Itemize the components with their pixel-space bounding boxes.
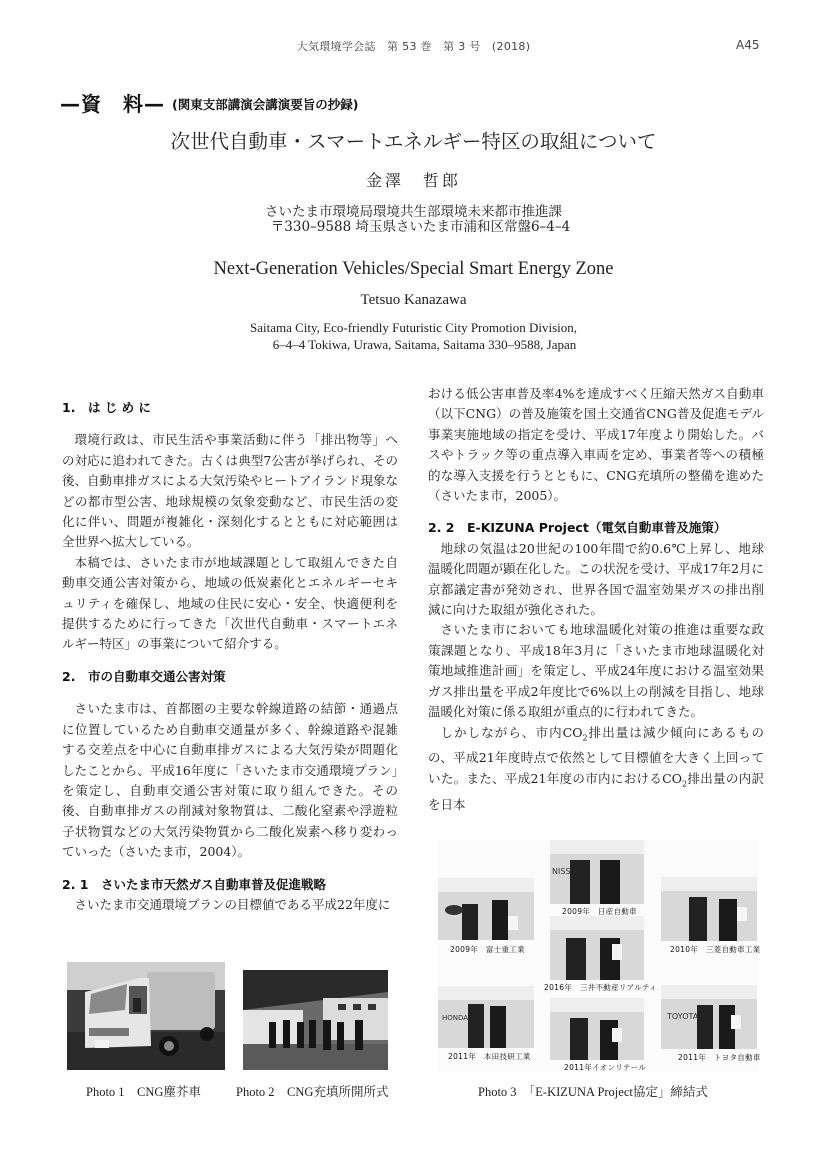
paragraph: 環境行政は、市民生活や事業活動に伴う「排出物等」への対応に追われてきた。古くは典型7公害が挙げられ、その後、自動車排ガスによる大気汚染やヒートアイランド現象などの都市型公害、地球規模の気象変動など、市民生活の変化に伴い、問題が複雑化・深刻化するとともに対応範囲は全世界へ拡大している。 [62, 432, 398, 550]
collage-photo-mitsui [550, 916, 644, 980]
section-heading-1: 1. は じ め に [62, 400, 152, 415]
collage-label: 2009年 富士重工業 [450, 945, 525, 954]
left-column [62, 398, 398, 915]
section-label: —資 料— [60, 92, 165, 116]
photo-cng-garbage-truck [67, 962, 225, 1070]
paragraph: さいたま市交通環境プランの目標値である平成22年度に [74, 896, 391, 912]
author-name-en: Tetsuo Kanazawa [360, 292, 467, 308]
collage-label: 2011年イオンリテール [564, 1063, 647, 1072]
svg-text:HONDA: HONDA [442, 1014, 469, 1022]
section-heading-2-1: 2. 1 さいたま市天然ガス自動車普及促進戦略 [62, 876, 326, 892]
collage-label: 2016年 三井不動産リアルティ [544, 983, 657, 992]
text-run: 排出量の内訳を日本 [428, 770, 764, 812]
text-run: 排出量は減少傾向にあるものの、平成21年度時点で依然として目標値を大きく上回っていた。また、平成21年度の市内におけるCO [428, 724, 764, 786]
affiliation-ja-line: さいたま市環境局環境共生部環境未来都市推進課 [265, 204, 562, 220]
author-name-ja: 金澤 哲郎 [365, 171, 461, 190]
section-heading-2-2: 2. 2 E-KIZUNA Project（電気自動車普及施策） [428, 520, 727, 536]
right-column [428, 384, 764, 815]
affiliation-en-address: 6–4–4 Tokiwa, Urawa, Saitama, Saitama 330–9588, Japan [272, 337, 577, 352]
subscript: 2 [681, 779, 688, 789]
collage-photo-nissan [550, 840, 644, 904]
affiliation-ja-address: 〒330–9588 埼玉県さいたま市浦和区常盤6–4–4 [270, 219, 571, 235]
paragraph: さいたま市においても地球温暖化対策の推進は重要な政策課題となり、平成18年3月に「さいたま市地球温暖化対策地域推進計画」を策定し、平成24年度における温室効果ガス排出量を平成2年度比で6%以上の削減を目指し、地球温暖化対策に係る取組が重点的に行われてきた。 [428, 622, 764, 720]
collage-photo-toyota [661, 985, 757, 1049]
paragraph: 地球の気温は20世紀の100年間で約0.6℃上昇し、地球温暖化問題が顕在化した。この状況を受け、平成17年2月に京都議定書が発効され、世界各国で温室効果ガスの排出削減に向けた取組が強化された。 [428, 540, 764, 618]
photo1-caption: Photo 1 CNG塵芥車 [86, 1085, 201, 1099]
section-subtitle: (関東支部講演会講演要旨の抄録) [172, 97, 359, 112]
article-title-ja: 次世代自動車・スマートエネルギー特区の取組について [170, 130, 657, 153]
collage-label: 2010年 三菱自動車工業 [670, 945, 761, 954]
collage-label: 2009年 日産自動車 [562, 907, 637, 916]
collage-photo-honda [438, 986, 534, 1048]
running-head: 大気環境学会誌 第 53 巻 第 3 号 (2018) [296, 40, 531, 53]
article-title-en: Next-Generation Vehicles/Special Smart Energy Zone [213, 259, 614, 279]
photo2-caption: Photo 2 CNG充填所開所式 [236, 1085, 389, 1099]
svg-text:NISS: NISS [552, 867, 571, 876]
paragraph: 本稿では、さいたま市が地域課題として取組んできた自動車交通公害対策から、地域の低炭素化とエネルギーセキュリティを確保し、地域の住民に安心・安全、快適便利を提供するために行ってきた「次世代自動車・スマートエネルギー特区」の事業について紹介する。 [62, 554, 398, 652]
photo-cng-station-opening [243, 970, 388, 1070]
collage-photo-aeon [550, 998, 644, 1060]
subscript: 2 [582, 733, 588, 742]
text-run: しかしながら、市内CO [440, 724, 583, 740]
collage-photo-fuji-heavy [438, 878, 534, 940]
section-heading-2: 2. 市の自動車交通公害対策 [62, 668, 226, 684]
photo-collage-e-kizuna [438, 840, 761, 1072]
svg-text:TOYOTA: TOYOTA [667, 1012, 699, 1021]
collage-label: 2011年 本田技研工業 [448, 1052, 531, 1061]
photo3-caption: Photo 3 「E-KIZUNA Project協定」締結式 [478, 1085, 708, 1099]
collage-photo-mitsubishi [661, 877, 757, 941]
affiliation-en-line: Saitama City, Eco-friendly Futuristic City Promotion Division, [249, 320, 578, 335]
collage-label: 2011年 トヨタ自動車 [678, 1053, 761, 1062]
paragraph: さいたま市は、首都圏の主要な幹線道路の結節・通過点に位置しているため自動車交通量が多く、幹線道路や混雑する交差点を中心に自動車排ガスによる大気汚染が問題化したことから、平成16年度に「さいたま市交通環境プラン」を策定し、自動車交通公害対策に取り組んできた。その後、自動車排ガスの削減対象物質は、二酸化窒素や浮遊粒子状物質などの大気汚染物質から二酸化炭素へ移り変わっていった（さいたま市，2004）。 [62, 701, 398, 860]
paragraph-continued: おける低公害車普及率4%を達成すべく圧縮天然ガス自動車（以下CNG）の普及施策を国土交通省CNG普及促進モデル事業実施地域の指定を受け、平成17年度より開始した。バスやトラック等の重点導入車両を定め、事業者等への積極的な導入支援を行うとともに、CNG充填所の整備を進めた（さいたま市，2005）。 [428, 386, 764, 504]
paragraph [428, 723, 764, 816]
page-number: A45 [736, 38, 760, 52]
